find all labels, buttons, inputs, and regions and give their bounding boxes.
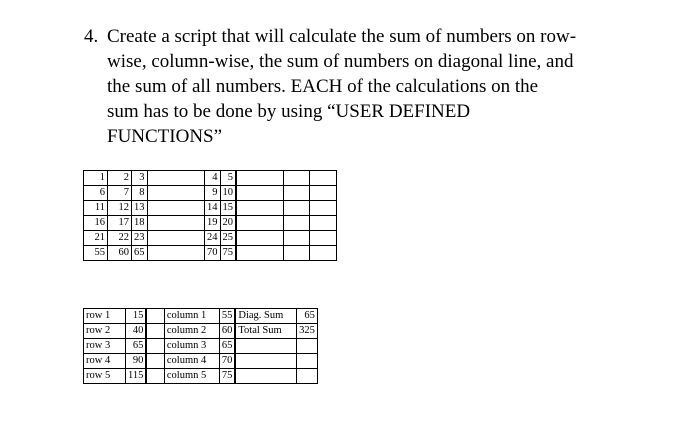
sums-table: [83, 308, 318, 384]
matrix-cell: [309, 231, 336, 246]
matrix-cell: [309, 186, 336, 201]
matrix-cell: [283, 216, 309, 231]
matrix-cell: [147, 231, 204, 246]
matrix-cell: 75: [220, 246, 236, 261]
sums-cell: 325: [296, 324, 317, 339]
sums-cell: [146, 354, 164, 369]
sums-cell: 40: [126, 324, 147, 339]
matrix-cell: 2: [108, 171, 132, 186]
matrix-cell: 17: [108, 216, 132, 231]
sums-cell: [296, 369, 317, 384]
matrix-cell: [147, 216, 204, 231]
sums-cell: row 1: [84, 309, 126, 324]
matrix-cell: 7: [108, 186, 132, 201]
sums-cell: [235, 369, 296, 384]
matrix-cell: 15: [220, 201, 236, 216]
matrix-cell: 60: [108, 246, 132, 261]
matrix-cell: [283, 231, 309, 246]
matrix-cell: [283, 246, 309, 261]
matrix-cell: 3: [132, 171, 148, 186]
matrix-row: [84, 186, 337, 201]
sums-cell: 55: [219, 309, 235, 324]
matrix-cell: [147, 186, 204, 201]
sums-cell: [296, 339, 317, 354]
matrix-cell: [309, 246, 336, 261]
sums-cell: [296, 354, 317, 369]
question-line-5: FUNCTIONS”: [107, 126, 223, 147]
sums-cell: Diag. Sum: [235, 309, 296, 324]
matrix-cell: 65: [132, 246, 148, 261]
matrix-cell: 13: [132, 201, 148, 216]
matrix-row: [84, 231, 337, 246]
matrix-cell: [236, 246, 283, 261]
matrix-cell: 12: [108, 201, 132, 216]
matrix-cell: 4: [204, 171, 220, 186]
matrix-row: [84, 246, 337, 261]
matrix-cell: 21: [84, 231, 108, 246]
sums-cell: 15: [126, 309, 147, 324]
matrix-row: [84, 201, 337, 216]
matrix-cell: [236, 186, 283, 201]
matrix-row: [84, 171, 337, 186]
matrix-cell: 70: [204, 246, 220, 261]
matrix-cell: 10: [220, 186, 236, 201]
question-line-3: the sum of all numbers. EACH of the calculations on the: [107, 76, 539, 97]
sums-row: [84, 339, 318, 354]
matrix-cell: 6: [84, 186, 108, 201]
matrix-cell: 16: [84, 216, 108, 231]
matrix-cell: [236, 171, 283, 186]
sums-cell: column 3: [164, 339, 219, 354]
sums-cell: [235, 354, 296, 369]
number-matrix-table: [83, 170, 337, 261]
matrix-cell: [236, 216, 283, 231]
sums-cell: [146, 309, 164, 324]
sums-cell: row 4: [84, 354, 126, 369]
question-line-1: 4. Create a script that will calculate the sum of numbers on row-: [84, 26, 577, 47]
matrix-cell: 20: [220, 216, 236, 231]
sums-cell: column 1: [164, 309, 219, 324]
sums-cell: 75: [219, 369, 235, 384]
sums-cell: 115: [126, 369, 147, 384]
question-text: [84, 24, 644, 149]
matrix-cell: 55: [84, 246, 108, 261]
sums-cell: 60: [219, 324, 235, 339]
matrix-cell: 11: [84, 201, 108, 216]
sums-cell: 70: [219, 354, 235, 369]
sums-cell: [235, 339, 296, 354]
question-line-4: sum has to be done by using “USER DEFINED: [107, 101, 471, 122]
sums-row: [84, 324, 318, 339]
matrix-cell: [309, 201, 336, 216]
sums-cell: [146, 324, 164, 339]
question-number: 4.: [84, 26, 99, 47]
matrix-row: [84, 216, 337, 231]
matrix-cell: 14: [204, 201, 220, 216]
matrix-cell: 22: [108, 231, 132, 246]
sums-cell: row 5: [84, 369, 126, 384]
matrix-cell: [147, 171, 204, 186]
matrix-cell: 8: [132, 186, 148, 201]
matrix-cell: [147, 246, 204, 261]
sums-row: [84, 309, 318, 324]
matrix-cell: 23: [132, 231, 148, 246]
sums-cell: [146, 339, 164, 354]
sums-cell: row 3: [84, 339, 126, 354]
sums-cell: [146, 369, 164, 384]
matrix-cell: [283, 186, 309, 201]
sums-cell: 90: [126, 354, 147, 369]
sums-cell: Total Sum: [235, 324, 296, 339]
sums-cell: column 5: [164, 369, 219, 384]
matrix-cell: [283, 171, 309, 186]
matrix-cell: 1: [84, 171, 108, 186]
sums-row: [84, 354, 318, 369]
matrix-cell: 24: [204, 231, 220, 246]
matrix-cell: 25: [220, 231, 236, 246]
sums-cell: 65: [126, 339, 147, 354]
sums-cell: column 2: [164, 324, 219, 339]
sums-cell: row 2: [84, 324, 126, 339]
matrix-cell: 18: [132, 216, 148, 231]
matrix-cell: 5: [220, 171, 236, 186]
question-line-2: wise, column-wise, the sum of numbers on diagonal line, and: [107, 51, 574, 72]
matrix-cell: [236, 231, 283, 246]
matrix-cell: [309, 171, 336, 186]
matrix-cell: [309, 216, 336, 231]
matrix-cell: [283, 201, 309, 216]
sums-row: [84, 369, 318, 384]
matrix-cell: [236, 201, 283, 216]
matrix-cell: 9: [204, 186, 220, 201]
sums-cell: 65: [296, 309, 317, 324]
matrix-cell: 19: [204, 216, 220, 231]
matrix-cell: [147, 201, 204, 216]
sums-cell: 65: [219, 339, 235, 354]
sums-cell: column 4: [164, 354, 219, 369]
